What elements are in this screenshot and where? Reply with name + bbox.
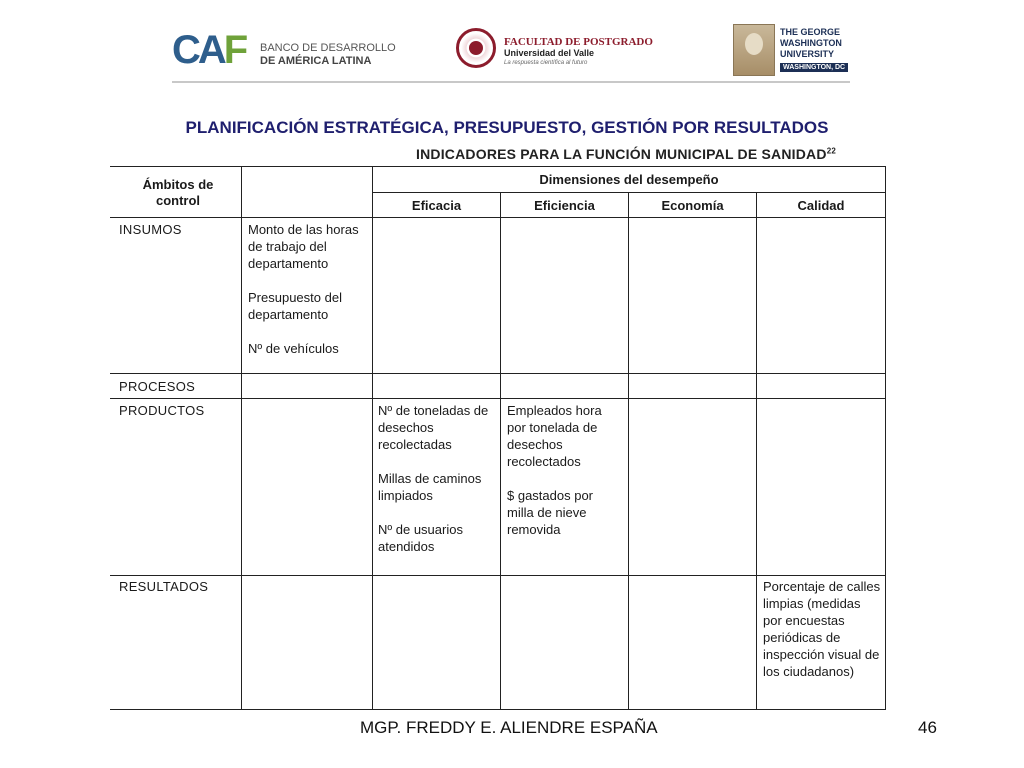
logo-bar — [0, 0, 1024, 95]
insumos-item: Presupuesto del departamento — [248, 290, 342, 322]
header-ambitos-de-control: Ámbitos de control — [142, 177, 214, 208]
column-header-eficacia: Eficacia — [411, 198, 462, 213]
column-header-eficiencia: Eficiencia — [534, 198, 595, 213]
header-divider — [172, 81, 850, 83]
row-label-procesos: PROCESOS — [119, 379, 196, 394]
column-header-calidad: Calidad — [797, 198, 845, 213]
productos-eficacia-item: Nº de usuarios atendidos — [378, 522, 463, 554]
footnote-marker: 22 — [826, 146, 836, 156]
productos-eficacia-item: Nº de toneladas de desechos recolectadas — [378, 403, 489, 452]
insumos-items — [248, 221, 368, 357]
facultad-logo-text: FACULTAD DE POSTGRADO Universidad del Valle La respuesta científica al futuro — [504, 36, 653, 66]
university-seal-icon — [456, 28, 496, 68]
footer-author: MGP. FREDDY E. ALIENDRE ESPAÑA — [360, 718, 658, 737]
gwu-logo-text: THE GEORGE WASHINGTON UNIVERSITY WASHINGTON, DC — [780, 27, 848, 72]
row-label-resultados: RESULTADOS — [119, 579, 209, 594]
caf-logo-mark: CAF — [172, 28, 246, 72]
productos-eficiencia-items — [507, 402, 623, 538]
table-title: INDICADORES PARA LA FUNCIÓN MUNICIPAL DE SANIDAD$^{22}$ — [416, 146, 836, 162]
column-header-economia: Economía — [661, 198, 724, 213]
resultados-calidad-text: Porcentaje de calles limpias (medidas por encuestas periódicas de inspección visual de los ciudadanos) — [763, 579, 881, 679]
row-label-productos: PRODUCTOS — [119, 403, 205, 418]
insumos-item: Nº de vehículos — [248, 341, 339, 356]
productos-eficacia-item: Millas de caminos limpiados — [378, 471, 482, 503]
washington-portrait-icon — [733, 24, 775, 76]
productos-eficacia-items — [378, 402, 496, 555]
page-number: 46 — [918, 718, 937, 737]
row-label-insumos: INSUMOS — [119, 222, 182, 237]
insumos-item: Monto de las horas de trabajo del departamento — [248, 222, 359, 271]
caf-logo-text: BANCO DE DESARROLLO DE AMÉRICA LATINA — [260, 42, 396, 67]
slide-title: PLANIFICACIÓN ESTRATÉGICA, PRESUPUESTO, GESTIÓN POR RESULTADOS — [185, 118, 829, 137]
header-dimensiones-del-desempeno: Dimensiones del desempeño — [539, 172, 719, 187]
productos-eficiencia-item: $ gastados por milla de nieve removida — [507, 488, 594, 537]
productos-eficiencia-item: Empleados hora por tonelada de desechos recolectados — [507, 403, 602, 469]
